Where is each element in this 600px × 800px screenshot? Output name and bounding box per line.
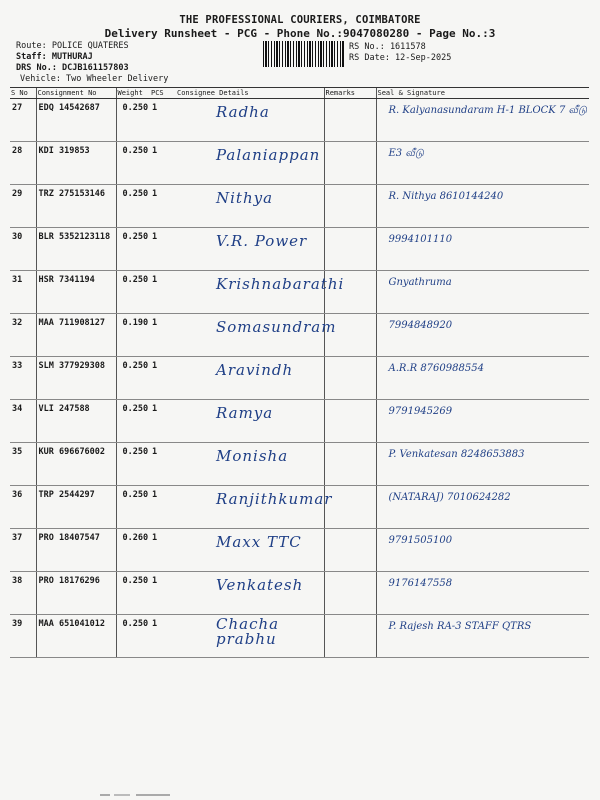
row-signature-cell [376, 357, 589, 400]
row-remarks [324, 228, 376, 271]
row-consignment-no: KUR 696676002 [36, 443, 116, 486]
row-pcs: 1 [150, 486, 176, 529]
row-sno: 29 [10, 185, 36, 228]
col-remarks: Remarks [324, 88, 376, 99]
row-consignee-cell [176, 572, 324, 615]
row-signature-cell [376, 142, 589, 185]
col-pcs: PCS [150, 88, 176, 99]
row-consignee-cell [176, 314, 337, 357]
row-remarks [324, 99, 376, 142]
row-pcs: 1 [150, 615, 176, 658]
row-signature-cell [376, 271, 589, 314]
row-signature-cell [376, 486, 589, 529]
table-row [10, 400, 589, 443]
row-weight: 0.250 [116, 185, 150, 228]
row-sno: 33 [10, 357, 36, 400]
consignee-handwriting: Krishnabarathi [216, 275, 345, 293]
row-signature-cell [376, 572, 589, 615]
consignee-handwriting: Somasundram [216, 318, 337, 336]
runsheet-subtitle: Delivery Runsheet - PCG - Phone No.:9047080280 - Page No.:3 [104, 27, 496, 40]
row-weight: 0.250 [116, 99, 150, 142]
row-signature-cell [376, 185, 589, 228]
row-pcs: 1 [150, 99, 176, 142]
row-sno: 35 [10, 443, 36, 486]
row-sno: 27 [10, 99, 36, 142]
drs-number: DRS No.: DCJB161157803 [16, 63, 129, 73]
row-signature-cell [376, 529, 589, 572]
consignee-handwriting: Venkatesh [216, 576, 304, 594]
row-consignee-cell [176, 99, 324, 142]
row-remarks [324, 271, 376, 314]
row-remarks [324, 400, 376, 443]
row-pcs: 1 [150, 142, 176, 185]
col-signature: Seal & Signature [376, 88, 589, 99]
row-weight: 0.250 [116, 357, 150, 400]
row-weight: 0.250 [116, 271, 150, 314]
row-signature-cell [376, 99, 589, 142]
row-consignment-no: MAA 711908127 [36, 314, 116, 357]
signature-handwriting: R. Nithya 8610144240 [388, 191, 504, 202]
row-pcs: 1 [150, 572, 176, 615]
table-row [10, 314, 589, 357]
table-row [10, 572, 589, 615]
staff-label: Staff: MUTHURAJ [16, 52, 93, 62]
row-remarks [324, 443, 376, 486]
row-pcs: 1 [150, 271, 176, 314]
row-pcs: 1 [150, 185, 176, 228]
signature-handwriting: Gnyathruma [388, 277, 452, 288]
row-consignee-cell [176, 529, 324, 572]
signature-handwriting: A.R.R 8760988554 [388, 363, 484, 374]
row-consignee-cell [176, 271, 345, 314]
row-consignee-cell [176, 615, 324, 658]
row-pcs: 1 [150, 529, 176, 572]
table-row [10, 615, 589, 658]
row-weight: 0.250 [116, 615, 150, 658]
consignee-handwriting: Ramya [216, 404, 274, 422]
vehicle-label: Vehicle: Two Wheeler Delivery [20, 74, 169, 84]
row-weight: 0.250 [116, 572, 150, 615]
row-consignee-cell [176, 228, 324, 271]
row-consignee-cell [176, 142, 324, 185]
row-remarks [324, 142, 376, 185]
row-weight: 0.250 [116, 228, 150, 271]
row-sno: 28 [10, 142, 36, 185]
col-weight: Weight [116, 88, 150, 99]
row-consignment-no: MAA 651041012 [36, 615, 116, 658]
consignee-handwriting: Ranjithkumar [216, 490, 333, 508]
table-row [10, 228, 589, 271]
row-signature-cell [376, 615, 589, 658]
row-signature-cell [376, 443, 589, 486]
row-weight: 0.260 [116, 529, 150, 572]
row-remarks [324, 615, 376, 658]
table-row [10, 486, 589, 529]
row-consignment-no: BLR 5352123118 [36, 228, 116, 271]
consignee-handwriting: Nithya [216, 189, 274, 207]
company-title: THE PROFESSIONAL COURIERS, COIMBATORE [179, 14, 421, 26]
barcode [263, 41, 345, 67]
row-pcs: 1 [150, 357, 176, 400]
route-label: Route: POLICE QUATERES [16, 41, 129, 51]
row-consignee-cell [176, 443, 324, 486]
row-consignment-no: SLM 377929308 [36, 357, 116, 400]
row-remarks [324, 572, 376, 615]
table-row [10, 443, 589, 486]
row-sno: 39 [10, 615, 36, 658]
signature-handwriting: 9994101110 [388, 234, 453, 245]
row-consignment-no: KDI 319853 [36, 142, 116, 185]
consignee-handwriting: Palaniappan [216, 146, 321, 164]
row-weight: 0.190 [116, 314, 150, 357]
row-consignee-cell [176, 357, 324, 400]
row-signature-cell [376, 400, 589, 443]
signature-handwriting: 9791945269 [388, 406, 453, 417]
row-remarks [324, 529, 376, 572]
rs-date: RS Date: 12-Sep-2025 [349, 53, 452, 63]
signature-handwriting: 9176147558 [388, 578, 453, 589]
consignee-handwriting: Chacha prabhu [216, 615, 280, 648]
table-row [10, 99, 589, 142]
row-consignment-no: HSR 7341194 [36, 271, 116, 314]
row-sno: 31 [10, 271, 36, 314]
row-sno: 36 [10, 486, 36, 529]
signature-handwriting: (NATARAJ) 7010624282 [388, 492, 511, 503]
row-sno: 37 [10, 529, 36, 572]
table-row [10, 185, 589, 228]
signature-handwriting: 7994848920 [388, 320, 453, 331]
rs-number: RS No.: 1611578 [349, 42, 426, 52]
row-remarks [324, 185, 376, 228]
row-sno: 34 [10, 400, 36, 443]
signature-handwriting: P. Venkatesan 8248653883 [388, 449, 525, 460]
consignee-handwriting: Radha [216, 103, 270, 121]
consignee-handwriting: V.R. Power [216, 232, 308, 250]
row-signature-cell [376, 228, 589, 271]
row-sno: 38 [10, 572, 36, 615]
row-pcs: 1 [150, 400, 176, 443]
row-consignment-no: TRZ 275153146 [36, 185, 116, 228]
table-header-row [10, 88, 589, 99]
row-weight: 0.250 [116, 443, 150, 486]
row-consignment-no: PRO 18407547 [36, 529, 116, 572]
row-remarks [324, 314, 376, 357]
row-consignee-cell [176, 185, 324, 228]
col-sno: S No [10, 88, 36, 99]
signature-handwriting: R. Kalyanasundaram H-1 BLOCK 7 வீடு [388, 105, 587, 116]
signature-handwriting: E3 வீடு [388, 148, 424, 159]
row-consignee-cell [176, 486, 333, 529]
row-remarks [324, 357, 376, 400]
row-remarks [324, 486, 376, 529]
row-consignment-no: TRP 2544297 [36, 486, 116, 529]
table-row [10, 142, 589, 185]
row-sno: 32 [10, 314, 36, 357]
table-row [10, 529, 589, 572]
col-consignee: Consignee Details [176, 88, 324, 99]
row-pcs: 1 [150, 443, 176, 486]
row-sno: 30 [10, 228, 36, 271]
table-row [10, 357, 589, 400]
signature-handwriting: P. Rajesh RA-3 STAFF QTRS [388, 621, 532, 632]
consignee-handwriting: Monisha [216, 447, 289, 465]
row-consignee-cell [176, 400, 324, 443]
signature-handwriting: 9791505100 [388, 535, 453, 546]
consignee-handwriting: Aravindh [216, 361, 294, 379]
table-row [10, 271, 589, 314]
col-consignment: Consignment No [36, 88, 116, 99]
row-weight: 0.250 [116, 400, 150, 443]
scan-mark [100, 794, 170, 796]
row-pcs: 1 [150, 228, 176, 271]
row-consignment-no: EDQ 14542687 [36, 99, 116, 142]
row-consignment-no: PRO 18176296 [36, 572, 116, 615]
consignee-handwriting: Maxx TTC [216, 533, 302, 551]
row-pcs: 1 [150, 314, 176, 357]
row-consignment-no: VLI 247588 [36, 400, 116, 443]
row-signature-cell [376, 314, 589, 357]
row-weight: 0.250 [116, 142, 150, 185]
runsheet-table [10, 87, 589, 658]
row-weight: 0.250 [116, 486, 150, 529]
